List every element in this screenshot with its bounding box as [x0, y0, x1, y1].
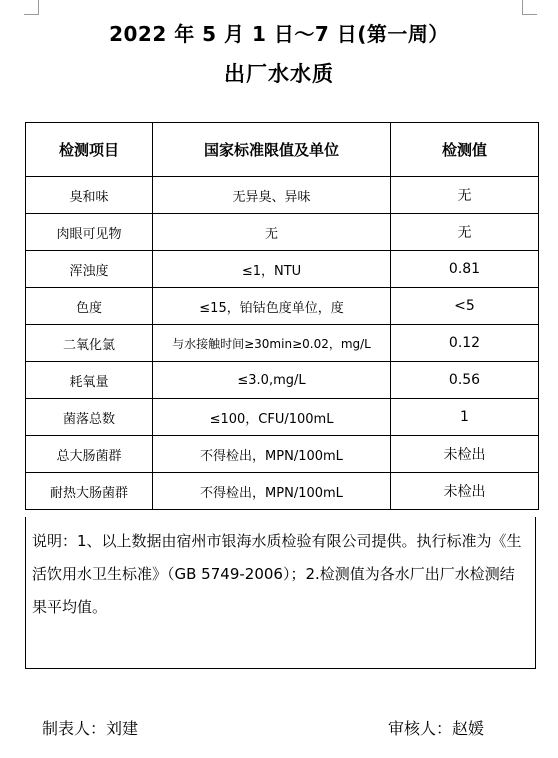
preparer-signature: 制表人：刘建: [42, 719, 139, 738]
page-corner-mark-left: [24, 0, 39, 15]
cell-value: 未检出: [391, 473, 539, 510]
header-value: 检测值: [391, 123, 539, 177]
table-row: [26, 325, 539, 362]
cell-standard: ≤3.0,mg/L: [153, 362, 391, 399]
table-row: [26, 251, 539, 288]
table-row: [26, 399, 539, 436]
cell-standard: 不得检出，MPN/100mL: [153, 436, 391, 473]
water-quality-table: [25, 122, 539, 510]
cell-standard: 与水接触时间≥30min≥0.02，mg/L: [153, 325, 391, 362]
cell-item: 肉眼可见物: [26, 214, 153, 251]
cell-value: 0.81: [391, 251, 539, 288]
cell-value: 未检出: [391, 436, 539, 473]
header-item: 检测项目: [26, 123, 153, 177]
table-row: [26, 362, 539, 399]
cell-item: 二氧化氯: [26, 325, 153, 362]
header-standard: 国家标准限值及单位: [153, 123, 391, 177]
cell-standard: 无异臭、异味: [153, 177, 391, 214]
cell-standard: ≤100，CFU/100mL: [153, 399, 391, 436]
cell-item: 耐热大肠菌群: [26, 473, 153, 510]
table-row: [26, 177, 539, 214]
report-subtitle: 出厂水水质: [224, 62, 334, 86]
cell-item: 色度: [26, 288, 153, 325]
cell-item: 浑浊度: [26, 251, 153, 288]
cell-value: 无: [391, 177, 539, 214]
cell-value: 0.56: [391, 362, 539, 399]
cell-item: 臭和味: [26, 177, 153, 214]
report-title: 2022 年 5 月 1 日～7 日(第一周）: [109, 22, 449, 46]
table-row: [26, 288, 539, 325]
table-row: [26, 214, 539, 251]
cell-value: 无: [391, 214, 539, 251]
table-row: [26, 473, 539, 510]
cell-standard: 无: [153, 214, 391, 251]
cell-value: 0.12: [391, 325, 539, 362]
cell-item: 总大肠菌群: [26, 436, 153, 473]
cell-value: 1: [391, 399, 539, 436]
cell-item: 菌落总数: [26, 399, 153, 436]
cell-value: <5: [391, 288, 539, 325]
note-text: 说明：1、以上数据由宿州市银海水质检验有限公司提供。执行标准为《生活饮用水卫生标准》（GB 5749-2006）；2.检测值为各水厂出厂水检测结果平均值。: [25, 517, 536, 669]
table-row: [26, 436, 539, 473]
cell-item: 耗氧量: [26, 362, 153, 399]
reviewer-signature: 审核人：赵媛: [388, 719, 485, 738]
table-header-row: [26, 123, 539, 177]
cell-standard: 不得检出，MPN/100mL: [153, 473, 391, 510]
page-corner-mark-right: [522, 0, 537, 15]
cell-standard: ≤1，NTU: [153, 251, 391, 288]
cell-standard: ≤15，铂钴色度单位，度: [153, 288, 391, 325]
